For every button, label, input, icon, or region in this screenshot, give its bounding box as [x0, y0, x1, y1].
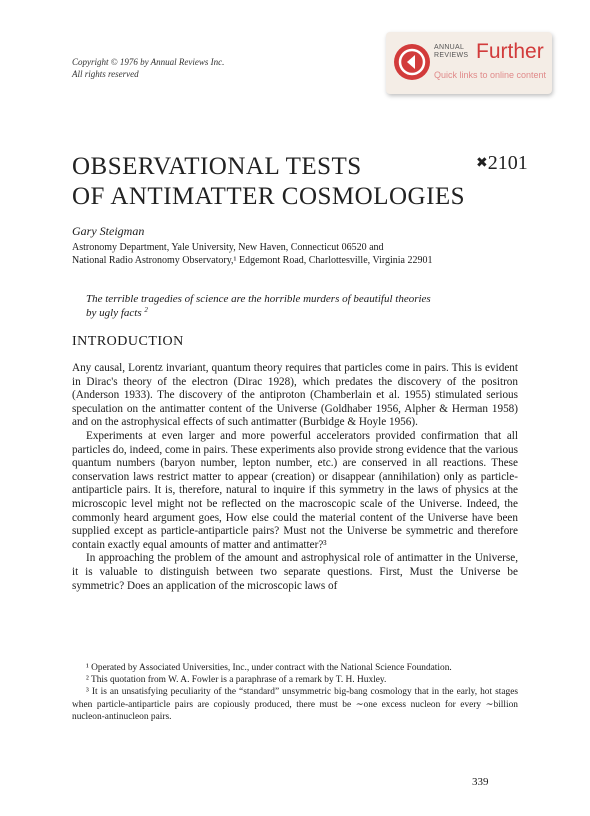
further-links-badge[interactable] [386, 32, 552, 94]
back-arrow-icon [394, 44, 430, 80]
epigraph-line: by ugly facts [86, 307, 142, 319]
footnote-ref: 2 [144, 306, 148, 314]
epigraph-line: The terrible tragedies of science are the horrible murders of beautiful theories [86, 293, 431, 305]
badge-annual-text: ANNUAL [434, 44, 465, 51]
paragraph: Any causal, Lorentz invariant, quantum theory requires that particles come in pairs. This is evident in Dirac's theory of the electron (Dirac 1928), which predates the discovery of the positron (Anderson 1933). The discovery of the antiproton (Chamberlain et al. 1955) stimulated serious speculation on the antimatter content of the Universe (Goldhaber 1956, Alpher & Herman 1958) and on the astrophysical effects of such antimatter (Burbidge & Hoyle 1956). [72, 362, 518, 429]
copyright-line: Copyright © 1976 by Annual Reviews Inc. [72, 57, 225, 67]
paragraph: In approaching the problem of the amount and astrophysical role of antimatter in the Universe, it is valuable to distinguish between two separate questions. First, Must the Universe be symmetric? Does an application of the microscopic laws of [72, 552, 518, 592]
affiliation-line: Astronomy Department, Yale University, New Haven, Connecticut 06520 and [72, 242, 384, 253]
title-line: OF ANTIMATTER COSMOLOGIES [72, 183, 466, 210]
cross-mark-icon: ✖ [476, 156, 488, 171]
article-code-number: 2101 [487, 152, 528, 174]
epigraph [86, 292, 431, 320]
page-number: 339 [472, 776, 489, 788]
footnote: ¹ Operated by Associated Universities, Inc., under contract with the National Science Foundation. [86, 663, 452, 673]
section-heading: INTRODUCTION [72, 334, 184, 349]
rights-line: All rights reserved [72, 69, 139, 79]
footnote: ² This quotation from W. A. Fowler is a paraphrase of a remark by T. H. Huxley. [86, 675, 387, 686]
footnotes [72, 662, 518, 723]
author-name: Gary Steigman [72, 224, 145, 238]
paragraph: Experiments at even larger and more powerful accelerators provided confirmation that all particles do, indeed, come in pairs. These experiments also provide strong evidence that the various quantum numbers (baryon number, lepton number, etc.) are conserved in all reactions. These conservation laws restrict matter to appear (creation) or disappear (annihilation) only as particle-antiparticle pairs. It is, therefore, natural to inquire if this symmetry in the laws of physics at the microscopic level might not be reflected on the macroscopic scale of the Universe. Indeed, the commonly heard argument goes, How else could the material content of the Universe have been supplied except as particle-antiparticle pairs? Must not the Universe be symmetric and therefore contain exactly equal amounts of matter and antimatter?³ [72, 429, 518, 551]
title-line: OBSERVATIONAL TESTS [72, 153, 362, 180]
footnote: ³ It is an unsatisfying peculiarity of the “standard” unsymmetric big-bang cosmology that in the early, hot stages when particle-antiparticle pairs are copiously produced, there must be ∼one excess nucleon for every ∼billion nucleon-antinucleon pairs. [72, 687, 518, 722]
badge-further-text: Further [476, 40, 544, 63]
article-title [72, 152, 465, 212]
copyright-notice [72, 56, 224, 80]
badge-publisher [434, 44, 468, 60]
article-code [476, 152, 528, 175]
badge-subtitle: Quick links to online content [434, 70, 547, 80]
badge-reviews-text: REVIEWS [434, 52, 469, 59]
author-affiliation [72, 241, 433, 267]
affiliation-line: National Radio Astronomy Observatory,¹ Edgemont Road, Charlottesville, Virginia 22901 [72, 255, 433, 266]
body-text [72, 362, 518, 593]
